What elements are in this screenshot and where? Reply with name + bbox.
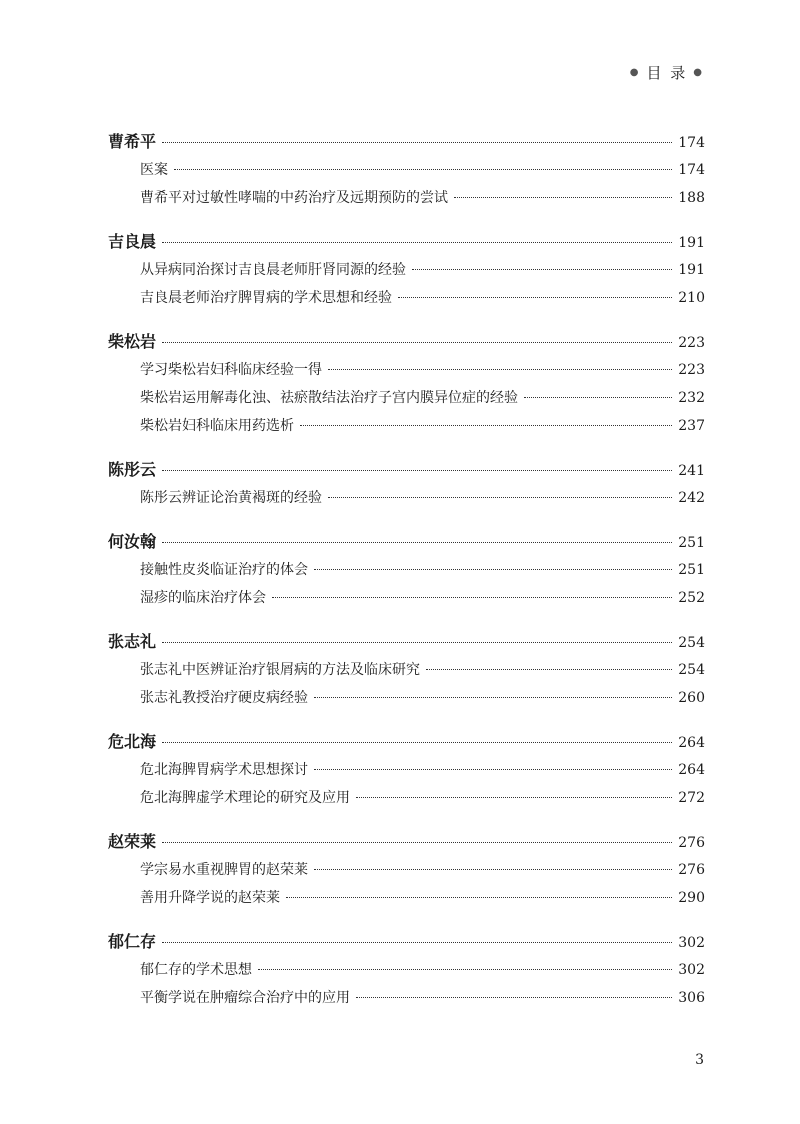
toc-entry-row[interactable] — [108, 287, 705, 315]
toc-entry-title: 医案 — [140, 162, 168, 178]
toc-entry-page: 272 — [678, 790, 705, 806]
toc-entry-page: 306 — [678, 990, 705, 1006]
bullet-icon: ● — [693, 67, 704, 78]
dot-leader — [314, 769, 672, 770]
toc-entry-row[interactable] — [108, 659, 705, 687]
toc-author-title: 柴松岩 — [108, 332, 157, 351]
dot-leader — [162, 542, 672, 543]
toc-entry-page: 290 — [678, 890, 705, 906]
toc-entry-title: 善用升降学说的赵荣莱 — [140, 890, 280, 906]
toc-entry-page: 251 — [678, 562, 705, 578]
toc-author-page: 302 — [678, 935, 705, 951]
dot-leader — [162, 470, 672, 471]
toc-entry-row[interactable] — [108, 559, 705, 587]
toc-entry-page: 191 — [678, 262, 705, 278]
toc-entry-row[interactable] — [108, 187, 705, 215]
toc-author-row[interactable] — [108, 829, 705, 859]
toc-entry-title: 学习柴松岩妇科临床经验一得 — [140, 362, 322, 378]
toc-author-title: 郁仁存 — [108, 932, 157, 951]
toc-entry-title: 柴松岩妇科临床用药选析 — [140, 418, 294, 434]
bullet-icon: ● — [629, 67, 641, 78]
toc-entry-title: 郁仁存的学术思想 — [140, 962, 252, 978]
toc-entry-row[interactable] — [108, 759, 705, 787]
page-number: 3 — [695, 1052, 704, 1068]
running-header — [630, 62, 704, 83]
dot-leader — [162, 242, 672, 243]
dot-leader — [162, 642, 672, 643]
toc-entry-row[interactable] — [108, 987, 705, 1015]
toc-entry-page: 242 — [678, 490, 705, 506]
header-label: 目 录 — [646, 64, 688, 82]
toc-author-title: 吉良晨 — [108, 232, 157, 251]
toc-author-row[interactable] — [108, 729, 705, 759]
dot-leader — [286, 897, 672, 898]
dot-leader — [162, 942, 672, 943]
toc-author-page: 276 — [678, 835, 705, 851]
dot-leader — [162, 142, 672, 143]
toc-entry-title: 平衡学说在肿瘤综合治疗中的应用 — [140, 990, 350, 1006]
toc-entry-title: 危北海脾虚学术理论的研究及应用 — [140, 790, 350, 806]
dot-leader — [300, 425, 672, 426]
dot-leader — [174, 169, 672, 170]
dot-leader — [272, 597, 672, 598]
toc-author-row[interactable] — [108, 129, 705, 159]
toc-author-title: 陈彤云 — [108, 460, 157, 479]
dot-leader — [328, 369, 672, 370]
toc-entry-title: 张志礼中医辨证治疗银屑病的方法及临床研究 — [140, 662, 420, 678]
toc-entry-row[interactable] — [108, 587, 705, 615]
toc-entry-title: 吉良晨老师治疗脾胃病的学术思想和经验 — [140, 290, 392, 306]
toc-author-page: 223 — [678, 335, 705, 351]
toc-entry-row[interactable] — [108, 487, 705, 515]
dot-leader — [314, 697, 672, 698]
dot-leader — [328, 497, 672, 498]
toc-author-page: 254 — [678, 635, 705, 651]
toc-entry-page: 232 — [678, 390, 705, 406]
toc-entry-page: 223 — [678, 362, 705, 378]
toc-entry-row[interactable] — [108, 859, 705, 887]
toc-entry-row[interactable] — [108, 415, 705, 443]
dot-leader — [314, 869, 672, 870]
toc-author-row[interactable] — [108, 457, 705, 487]
toc-author-row[interactable] — [108, 529, 705, 559]
toc-entry-page: 174 — [678, 162, 705, 178]
toc-entry-page: 264 — [678, 762, 705, 778]
dot-leader — [524, 397, 672, 398]
toc-author-page: 251 — [678, 535, 705, 551]
toc-author-row[interactable] — [108, 929, 705, 959]
toc-author-page: 264 — [678, 735, 705, 751]
toc-author-title: 曹希平 — [108, 132, 157, 151]
toc-author-row[interactable] — [108, 629, 705, 659]
toc-entry-page: 210 — [678, 290, 705, 306]
toc-entry-title: 湿疹的临床治疗体会 — [140, 590, 266, 606]
toc-entry-title: 接触性皮炎临证治疗的体会 — [140, 562, 308, 578]
toc-author-title: 张志礼 — [108, 632, 157, 651]
toc-author-title: 危北海 — [108, 732, 157, 751]
toc-author-page: 191 — [678, 235, 705, 251]
toc-entry-page: 276 — [678, 862, 705, 878]
toc-author-title: 赵荣莱 — [108, 832, 157, 851]
table-of-contents — [108, 129, 705, 1029]
toc-author-page: 174 — [678, 135, 705, 151]
dot-leader — [258, 969, 672, 970]
toc-section — [108, 529, 705, 615]
toc-entry-row[interactable] — [108, 159, 705, 187]
dot-leader — [162, 742, 672, 743]
toc-author-page: 241 — [678, 463, 705, 479]
toc-entry-row[interactable] — [108, 387, 705, 415]
dot-leader — [412, 269, 672, 270]
toc-section — [108, 929, 705, 1015]
toc-author-row[interactable] — [108, 229, 705, 259]
toc-entry-row[interactable] — [108, 959, 705, 987]
toc-entry-row[interactable] — [108, 259, 705, 287]
toc-entry-page: 254 — [678, 662, 705, 678]
dot-leader — [426, 669, 672, 670]
toc-section — [108, 129, 705, 215]
dot-leader — [398, 297, 672, 298]
toc-entry-title: 曹希平对过敏性哮喘的中药治疗及远期预防的尝试 — [140, 190, 448, 206]
toc-section — [108, 457, 705, 515]
toc-entry-page: 188 — [678, 190, 705, 206]
toc-entry-title: 陈彤云辨证论治黄褐斑的经验 — [140, 490, 322, 506]
dot-leader — [314, 569, 672, 570]
toc-entry-row[interactable] — [108, 787, 705, 815]
toc-entry-row[interactable] — [108, 687, 705, 715]
toc-entry-title: 张志礼教授治疗硬皮病经验 — [140, 690, 308, 706]
dot-leader — [454, 197, 672, 198]
toc-entry-page: 260 — [678, 690, 705, 706]
toc-author-row[interactable] — [108, 329, 705, 359]
toc-section — [108, 629, 705, 715]
toc-entry-title: 从异病同治探讨吉良晨老师肝肾同源的经验 — [140, 262, 406, 278]
toc-entry-page: 252 — [678, 590, 705, 606]
toc-entry-page: 302 — [678, 962, 705, 978]
dot-leader — [356, 997, 672, 998]
toc-entry-title: 学宗易水重视脾胃的赵荣莱 — [140, 862, 308, 878]
dot-leader — [162, 342, 672, 343]
toc-entry-page: 237 — [678, 418, 705, 434]
toc-entry-title: 危北海脾胃病学术思想探讨 — [140, 762, 308, 778]
dot-leader — [356, 797, 672, 798]
toc-entry-row[interactable] — [108, 359, 705, 387]
toc-entry-title: 柴松岩运用解毒化浊、祛瘀散结法治疗子宫内膜异位症的经验 — [140, 390, 518, 406]
toc-section — [108, 829, 705, 915]
toc-section — [108, 729, 705, 815]
toc-author-title: 何汝翰 — [108, 532, 157, 551]
dot-leader — [162, 842, 672, 843]
toc-entry-row[interactable] — [108, 887, 705, 915]
toc-section — [108, 329, 705, 443]
toc-section — [108, 229, 705, 315]
